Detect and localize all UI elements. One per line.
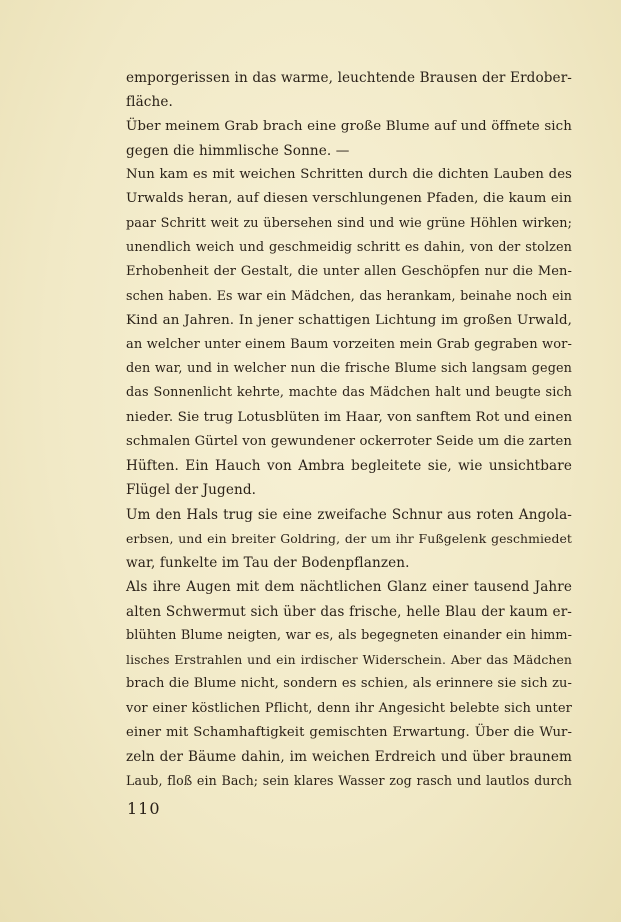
page-number: 110 [127,799,161,818]
text-line: zeln der Bäume dahin, im weichen Erdreich und über braunem [126,749,572,765]
text-line: Hüften. Ein Hauch von Ambra begleitete sie, wie unsichtbare [126,458,572,474]
text-line: nieder. Sie trug Lotusblüten im Haar, von sanftem Rot und einen [126,409,573,425]
text-line: fläche. [126,94,173,111]
text-line: unendlich weich und geschmeidig schritt es dahin, von der stolzen [126,239,572,255]
text-line: das Sonnenlicht kehrte, machte das Mädchen halt und beugte sich [126,385,572,401]
text-line: Als ihre Augen mit dem nächtlichen Glanz einer tausend Jahre [126,579,572,596]
text-line: Über meinem Grab brach eine große Blume auf und öffnete sich [126,118,572,134]
text-line: Urwalds heran, auf diesen verschlungenen Pfaden, die kaum ein [126,191,572,207]
body-text [126,66,572,794]
text-line: alten Schwermut sich über das frische, helle Blau der kaum er- [126,603,572,620]
text-line: Laub, floß ein Bach; sein klares Wasser zog rasch und lautlos durch [126,773,572,789]
text-line: Flügel der Jugend. [126,482,257,499]
text-line: schen haben. Es war ein Mädchen, das herankam, beinahe noch ein [126,288,572,304]
text-line: emporgerissen in das warme, leuchtende Brausen der Erdober- [126,70,572,86]
text-line: an welcher unter einem Baum vorzeiten mein Grab gegraben wor- [126,336,572,352]
text-line: gegen die himmlische Sonne. — [126,142,350,159]
text-line: paar Schritt weit zu übersehen sind und wie grüne Höhlen wirken; [126,215,572,231]
text-line: einer mit Schamhaftigkeit gemischten Erwartung. Über die Wur- [126,724,572,740]
text-line: blühten Blume neigten, war es, als begegneten einander ein himm- [126,627,572,643]
text-line: den war, und in welcher nun die frische Blume sich langsam gegen [126,361,572,376]
text-line: Kind an Jahren. In jener schattigen Lichtung im großen Urwald, [126,312,572,328]
text-line: brach die Blume nicht, sondern es schien, als erinnere sie sich zu- [126,676,572,692]
text-line: Nun kam es mit weichen Schritten durch die dichten Lauben des [126,167,572,182]
text-line: vor einer köstlichen Pflicht, denn ihr Angesicht belebte sich unter [126,700,572,716]
text-line: erbsen, und ein breiter Goldring, der um ihr Fußgelenk geschmiedet [126,530,572,546]
text-line: Um den Hals trug sie eine zweifache Schnur aus roten Angola- [126,506,572,523]
text-line: war, funkelte im Tau der Bodenpflanzen. [126,555,410,571]
text-line: schmalen Gürtel von gewundener ockerroter Seide um die zarten [126,433,572,449]
text-line: Erhobenheit der Gestalt, die unter allen Geschöpfen nur die Men- [126,264,572,279]
text-line: lisches Erstrahlen und ein irdischer Widerschein. Aber das Mädchen [126,652,572,667]
